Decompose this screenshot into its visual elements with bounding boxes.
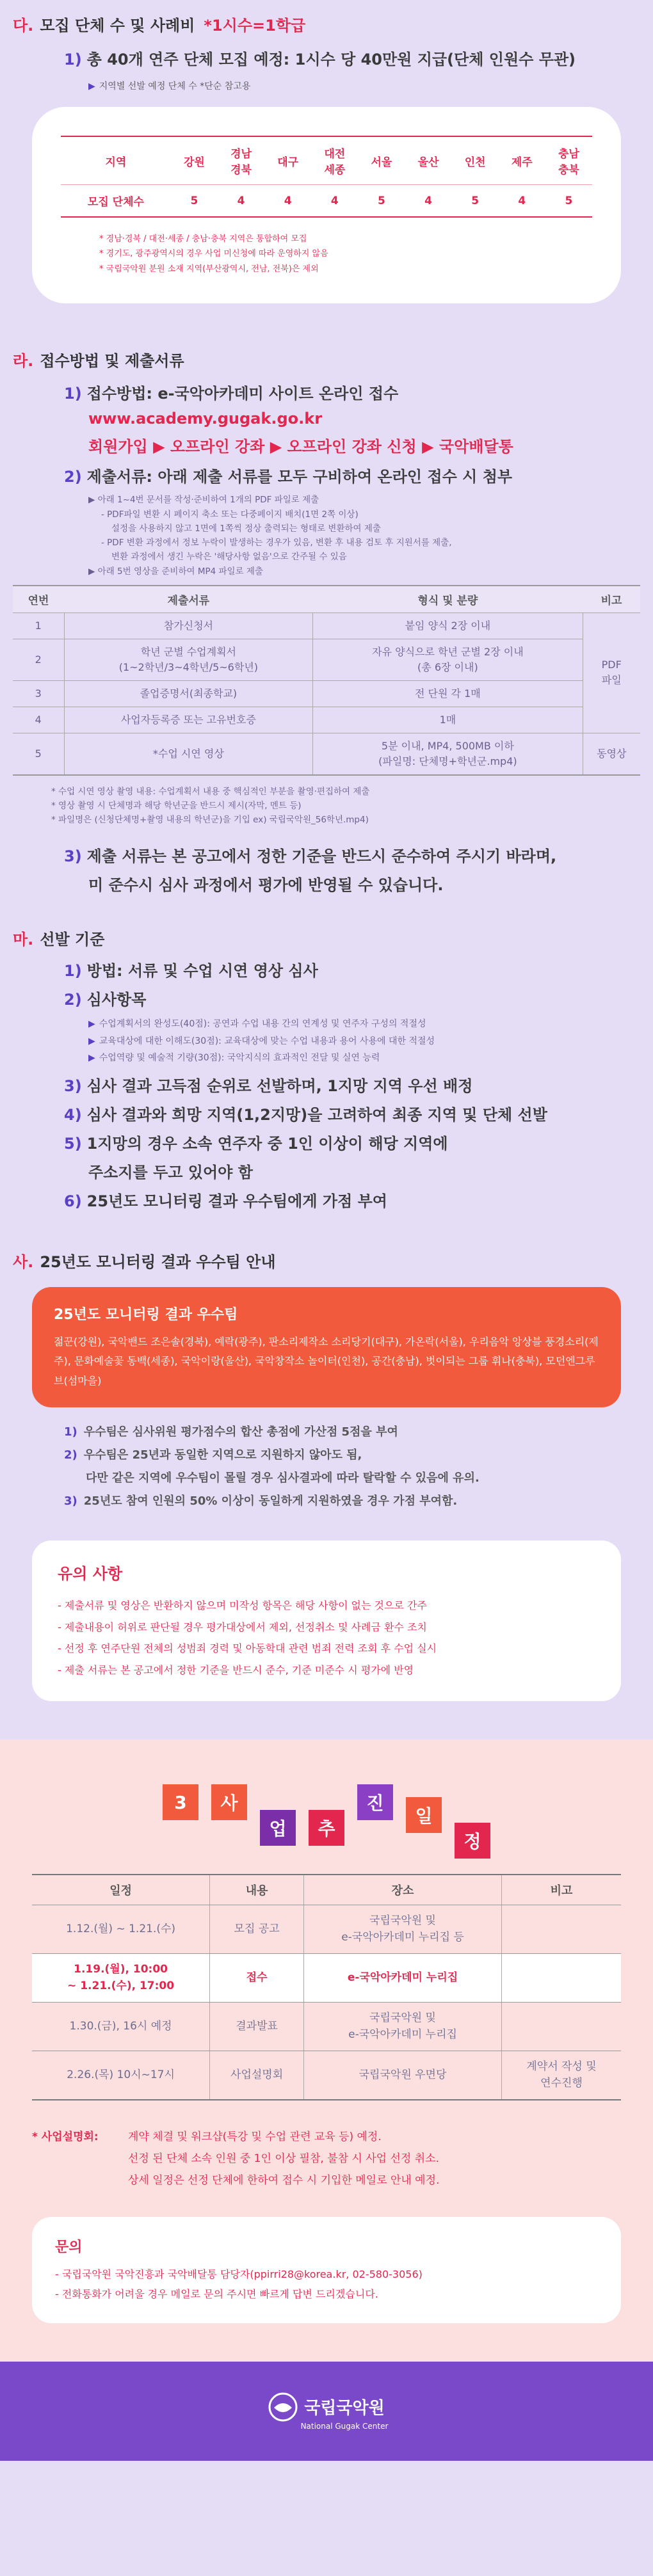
notice-lines bbox=[58, 1595, 595, 1681]
arrow-icon: ▶ bbox=[88, 81, 95, 92]
region-name: 제주 bbox=[499, 136, 545, 185]
schedule-place: 국립국악원 및 e-국악아카데미 누리집 등 bbox=[304, 1905, 502, 1954]
region-name: 강원 bbox=[171, 136, 218, 185]
item-number: 3) bbox=[64, 1076, 82, 1095]
item-text: 우수팀은 심사위원 평가점수의 합산 총점에 가산점 5점을 부여 bbox=[83, 1425, 398, 1439]
item-text: 심사 결과 고득점 순위로 선발하며, 1지망 지역 우선 배정 bbox=[86, 1076, 473, 1095]
region-name: 충남 충북 bbox=[545, 136, 592, 185]
region-note: * 경기도, 광주광역시의 경우 사업 미신청에 따라 운영하지 않음 bbox=[99, 249, 328, 259]
criteria-text: 수업역량 및 예술적 기량(30점): 국악지식의 효과적인 전달 및 실연 능력 bbox=[99, 1053, 380, 1064]
submission-note: - PDF 변환 과정에서 정보 누락이 발생하는 경우가 있음, 변환 후 내용 검토 후 지원서를 제출, bbox=[101, 538, 452, 548]
logo-text-ko: 국립국악원 bbox=[304, 2399, 385, 2419]
item-text: 주소지를 두고 있어야 함 bbox=[88, 1163, 253, 1181]
section-heading bbox=[13, 1249, 640, 1272]
memo-lines bbox=[128, 2126, 439, 2191]
criteria-text: 수업계획서의 완성도(40점): 공연과 수업 내용 간의 연계성 및 연주자 구성의 적절성 bbox=[99, 1019, 426, 1030]
schedule-header: 장소 bbox=[304, 1875, 502, 1905]
region-count: 4 bbox=[218, 185, 264, 218]
docs-row bbox=[13, 707, 640, 733]
schedule-title-tiles bbox=[0, 1784, 653, 1868]
schedule-content: 접수 bbox=[210, 1954, 304, 2003]
docs-name: 참가신청서 bbox=[64, 612, 313, 639]
documents-notes bbox=[51, 785, 640, 828]
title-tile: 진 bbox=[357, 1784, 393, 1820]
memo-line: 상세 일정은 선정 단체에 한하여 접수 시 기입한 메일로 안내 예정. bbox=[128, 2174, 440, 2188]
schedule-row bbox=[32, 1954, 621, 2003]
item-text: 1지망의 경우 소속 연주자 중 1인 이상이 해당 지역에 bbox=[86, 1134, 448, 1153]
docs-no: 2 bbox=[13, 639, 64, 680]
item-number: 3) bbox=[64, 1494, 77, 1508]
section-title: 25년도 모니터링 결과 우수팀 안내 bbox=[40, 1252, 276, 1271]
title-tile: 사 bbox=[211, 1784, 247, 1820]
region-row-label: 모집 단체수 bbox=[61, 185, 171, 218]
item-text: 접수방법: e-국악아카데미 사이트 온라인 접수 bbox=[86, 385, 399, 403]
item-1 bbox=[64, 381, 640, 403]
docs-format: 전 단원 각 1매 bbox=[313, 680, 583, 707]
schedule-header: 일정 bbox=[32, 1875, 210, 1905]
schedule-note: 계약서 작성 및 연수진행 bbox=[502, 2051, 621, 2100]
list-item bbox=[64, 958, 640, 980]
region-count: 4 bbox=[264, 185, 311, 218]
docs-row bbox=[13, 612, 640, 639]
region-name: 인천 bbox=[452, 136, 499, 185]
contact-line: - 전화통화가 어려울 경우 메일로 문의 주시면 빠르게 답변 드리겠습니다. bbox=[55, 2287, 378, 2300]
schedule-note bbox=[502, 1954, 621, 2003]
schedule-content: 모집 공고 bbox=[210, 1905, 304, 1954]
region-name: 경남 경북 bbox=[218, 136, 264, 185]
schedule-content: 결과발표 bbox=[210, 2003, 304, 2051]
docs-header: 형식 및 분량 bbox=[313, 586, 583, 613]
item-1 bbox=[64, 47, 640, 69]
region-count: 5 bbox=[452, 185, 499, 218]
section-number: 사. bbox=[13, 1252, 34, 1271]
section-number: 다. bbox=[13, 17, 34, 35]
schedule-table bbox=[32, 1874, 621, 2100]
list-item bbox=[64, 1102, 640, 1124]
list-item bbox=[64, 1446, 653, 1462]
schedule-row bbox=[32, 2051, 621, 2100]
title-tile: 3 bbox=[163, 1784, 198, 1820]
item-text: 25년도 모니터링 결과 우수팀에게 가점 부여 bbox=[86, 1192, 387, 1210]
submission-note: ▶ 아래 1~4번 문서를 작성·준비하여 1개의 PDF 파일로 제출 bbox=[88, 495, 319, 506]
docs-note: * 영상 촬영 시 단체명과 해당 학년군을 반드시 제시(자막, 멘트 등) bbox=[51, 801, 302, 812]
contact-line: - 국립국악원 국악진흥과 국악배달통 담당자(ppirri28@korea.kr, 02-580-3056) bbox=[55, 2268, 423, 2281]
item-number: 1) bbox=[64, 1425, 77, 1439]
title-tile: 일 bbox=[406, 1797, 442, 1833]
docs-name: 학년 군별 수업계획서 (1~2학년/3~4학년/5~6학년) bbox=[64, 639, 313, 680]
top-teams-box bbox=[32, 1287, 621, 1407]
notice-title: 유의 사항 bbox=[58, 1565, 123, 1583]
region-card bbox=[32, 107, 621, 303]
logo-text-en: National Gugak Center bbox=[300, 2421, 389, 2431]
footer bbox=[0, 2362, 653, 2461]
schedule-memo bbox=[32, 2126, 621, 2191]
item-number: 1) bbox=[64, 51, 82, 68]
schedule-place: 국립국악원 및 e-국악아카데미 누리집 bbox=[304, 2003, 502, 2051]
title-tile: 업 bbox=[260, 1810, 296, 1846]
item-number: 2) bbox=[64, 1448, 77, 1462]
notice-line: - 제출내용이 허위로 판단될 경우 평가대상에서 제외, 선정취소 및 사례금 환수 조치 bbox=[58, 1620, 427, 1633]
item-number: 4) bbox=[64, 1105, 82, 1124]
top-teams-list: 젊꾼(강원), 국악밴드 조은솔(경북), 예락(광주), 판소리제작소 소리당기(대구), 가온락(서울), 우리음악 앙상블 풍경소리(제주), 문화예술꽃 동백(세종), 국악이랑(울산), 국악창작소 놀이터(인천), 공간(충남), 벗이되는 그룹 휘나(충북), 모던엔그루브(섬마을) bbox=[54, 1335, 599, 1387]
item-number: 3) bbox=[64, 847, 82, 865]
section-number: 마. bbox=[13, 931, 34, 949]
region-count: 5 bbox=[545, 185, 592, 218]
region-count: 5 bbox=[171, 185, 218, 218]
docs-row bbox=[13, 639, 640, 680]
criteria-items-2 bbox=[64, 1073, 640, 1211]
schedule-date: 1.19.(월), 10:00 ~ 1.21.(수), 17:00 bbox=[32, 1954, 210, 2003]
docs-note-video: 동영상 bbox=[583, 733, 640, 775]
section-notice bbox=[0, 1540, 653, 1740]
item-number: 2) bbox=[64, 991, 82, 1009]
footer-logo bbox=[265, 2392, 389, 2431]
criteria-item bbox=[88, 1033, 640, 1050]
item-text: 25년도 참여 인원의 50% 이상이 동일하게 지원하였을 경우 가점 부여함. bbox=[83, 1494, 458, 1508]
region-name: 울산 bbox=[405, 136, 451, 185]
submission-note: 설정을 사용하지 않고 1면에 1쪽씩 정상 출력되는 형태로 변환하여 제출 bbox=[111, 523, 381, 534]
docs-note: * 파일명은 (신청단체명+촬영 내용의 학년군)을 기입 ex) 국립국악원_56학년.mp4) bbox=[51, 815, 369, 826]
region-notes bbox=[99, 232, 592, 276]
region-name: 서울 bbox=[358, 136, 405, 185]
region-note: * 경남·경북 / 대전·세종 / 충남·충북 지역은 통합하여 모집 bbox=[99, 234, 307, 244]
list-item bbox=[64, 1423, 653, 1439]
item-3-cont: 미 준수시 심사 과정에서 평가에 반영될 수 있습니다. bbox=[88, 876, 444, 895]
docs-name: *수업 시연 영상 bbox=[64, 733, 313, 775]
schedule-note bbox=[502, 2003, 621, 2051]
region-count: 5 bbox=[358, 185, 405, 218]
section-top-teams bbox=[0, 1236, 653, 1540]
schedule-header: 비고 bbox=[502, 1875, 621, 1905]
section-recruit-count bbox=[0, 0, 653, 323]
section-heading bbox=[13, 13, 640, 35]
docs-row bbox=[13, 680, 640, 707]
logo-icon bbox=[268, 2392, 298, 2422]
section-title: 모집 단체 수 및 사례비 bbox=[40, 17, 195, 35]
schedule-row bbox=[32, 2003, 621, 2051]
item-text: 심사항목 bbox=[86, 991, 147, 1009]
arrow-icon: ▶ bbox=[88, 1036, 95, 1046]
schedule-date: 1.30.(금), 16시 예정 bbox=[32, 2003, 210, 2051]
docs-format: 자유 양식으로 학년 군별 2장 이내 (총 6장 이내) bbox=[313, 639, 583, 680]
item-2 bbox=[64, 464, 640, 486]
memo-line: 선정 된 단체 소속 인원 중 1인 이상 필참, 불참 시 사업 선정 취소. bbox=[128, 2152, 440, 2166]
docs-header: 연번 bbox=[13, 586, 64, 613]
region-table bbox=[61, 136, 592, 218]
submission-note: ▶ 아래 5번 영상을 준비하여 MP4 파일로 제출 bbox=[88, 566, 264, 577]
section-heading bbox=[13, 927, 640, 949]
list-item bbox=[64, 1073, 640, 1096]
title-tile: 정 bbox=[455, 1823, 490, 1859]
schedule-date: 2.26.(목) 10시~17시 bbox=[32, 2051, 210, 2100]
section-criteria bbox=[0, 914, 653, 1236]
title-tile: 추 bbox=[309, 1810, 344, 1846]
region-header-label: 지역 bbox=[61, 136, 171, 185]
notice-line: - 선정 후 연주단원 전체의 성범죄 경력 및 아동학대 관련 범죄 전력 조회 후 수업 실시 bbox=[58, 1642, 437, 1655]
contact-box bbox=[32, 2217, 621, 2323]
item-number: 2) bbox=[64, 468, 82, 486]
memo-label: * 사업설명회: bbox=[32, 2131, 99, 2144]
schedule-row bbox=[32, 1905, 621, 1954]
list-item bbox=[64, 1188, 640, 1211]
docs-format: 5분 이내, MP4, 500MB 이하 (파일명: 단체명+학년군.mp4) bbox=[313, 733, 583, 775]
region-count: 4 bbox=[405, 185, 451, 218]
docs-name: 사업자등록증 또는 고유번호증 bbox=[64, 707, 313, 733]
submission-notes bbox=[88, 493, 640, 579]
item-text: 제출서류: 아래 제출 서류를 모두 구비하여 온라인 접수 시 첨부 bbox=[86, 468, 513, 486]
section-application bbox=[0, 323, 653, 914]
list-item bbox=[88, 1160, 640, 1182]
item-number: 6) bbox=[64, 1192, 82, 1210]
schedule-header: 내용 bbox=[210, 1875, 304, 1905]
criteria-items bbox=[64, 958, 640, 1009]
item-note-text: 지역별 선발 예정 단체 수 *단순 참고용 bbox=[99, 81, 251, 92]
top-teams-items bbox=[64, 1423, 653, 1508]
criteria-text: 교육대상에 대한 이해도(30점): 교육대상에 맞는 수업 내용과 용어 사용에 대한 적절성 bbox=[99, 1036, 435, 1046]
section-number: 라. bbox=[13, 352, 34, 371]
region-count: 4 bbox=[311, 185, 358, 218]
item-text: 심사 결과와 희망 지역(1,2지망)을 고려하여 최종 지역 및 단체 선발 bbox=[86, 1105, 547, 1124]
notice-line: - 제출서류 및 영상은 반환하지 않으며 미작성 항목은 해당 사항이 없는 것으로 간주 bbox=[58, 1599, 427, 1612]
section-title: 선발 기준 bbox=[40, 931, 105, 949]
list-item bbox=[86, 1469, 653, 1485]
docs-no: 1 bbox=[13, 612, 64, 639]
docs-note: * 수업 시연 영상 촬영 내용: 수업계획서 내용 중 핵심적인 부분을 촬영·편집하여 제출 bbox=[51, 786, 370, 797]
documents-table bbox=[13, 585, 640, 776]
docs-name: 졸업증명서(최종학교) bbox=[64, 680, 313, 707]
item-text: 우수팀은 25년과 동일한 지역으로 지원하지 않아도 됨, bbox=[83, 1448, 362, 1462]
notice-box bbox=[32, 1540, 621, 1701]
docs-no: 3 bbox=[13, 680, 64, 707]
list-item bbox=[64, 987, 640, 1009]
docs-row bbox=[13, 733, 640, 775]
academy-link[interactable]: www.academy.gugak.go.kr bbox=[88, 410, 323, 428]
schedule-content: 사업설명회 bbox=[210, 2051, 304, 2100]
top-teams-title: 25년도 모니터링 결과 우수팀 bbox=[54, 1306, 238, 1323]
submission-note: - PDF파일 변환 시 페이지 축소 또는 다중페이지 배치(1면 2쪽 이상) bbox=[101, 509, 359, 520]
arrow-icon: ▶ bbox=[88, 1019, 95, 1030]
schedule-place: e-국악아카데미 누리집 bbox=[304, 1954, 502, 2003]
region-note: * 국립국악원 분원 소재 지역(부산광역시, 전남, 전북)은 제외 bbox=[99, 264, 319, 274]
contact-lines bbox=[55, 2265, 598, 2304]
region-count: 4 bbox=[499, 185, 545, 218]
docs-note-pdf: PDF 파일 bbox=[583, 612, 640, 733]
schedule-date: 1.12.(월) ~ 1.21.(수) bbox=[32, 1905, 210, 1954]
arrow-icon: ▶ bbox=[88, 1053, 95, 1064]
item-number: 1) bbox=[64, 385, 82, 403]
contact-title: 문의 bbox=[55, 2239, 83, 2256]
application-flow: 회원가입 ▶ 오프라인 강좌 ▶ 오프라인 강좌 신청 ▶ 국악배달통 bbox=[88, 438, 513, 456]
criteria-list bbox=[88, 1016, 640, 1067]
item-note bbox=[88, 79, 640, 94]
schedule-note bbox=[502, 1905, 621, 1954]
item-number: 1) bbox=[64, 962, 82, 980]
item-number: 5) bbox=[64, 1134, 82, 1153]
docs-no: 5 bbox=[13, 733, 64, 775]
docs-format: 1매 bbox=[313, 707, 583, 733]
region-name: 대구 bbox=[264, 136, 311, 185]
item-text: 방법: 서류 및 수업 시연 영상 심사 bbox=[86, 962, 318, 980]
notice-line: - 제출 서류는 본 공고에서 정한 기준을 반드시 준수, 기준 미준수 시 평가에 반영 bbox=[58, 1663, 414, 1676]
section-heading bbox=[13, 348, 640, 371]
docs-header: 제출서류 bbox=[64, 586, 313, 613]
criteria-item bbox=[88, 1016, 640, 1033]
docs-header: 비고 bbox=[583, 586, 640, 613]
section-title: 접수방법 및 제출서류 bbox=[40, 352, 184, 371]
item-text: 제출 서류는 본 공고에서 정한 기준을 반드시 준수하여 주시기 바라며, bbox=[86, 847, 557, 865]
docs-format: 붙임 양식 2장 이내 bbox=[313, 612, 583, 639]
list-item bbox=[64, 1492, 653, 1508]
list-item bbox=[64, 1131, 640, 1153]
submission-note: 변환 과정에서 생긴 누락은 '해당사항 없음'으로 간주될 수 있음 bbox=[111, 552, 347, 563]
section-schedule bbox=[0, 1740, 653, 2362]
criteria-item bbox=[88, 1050, 640, 1067]
item-text: 다만 같은 지역에 우수팀이 몰릴 경우 심사결과에 따라 탈락할 수 있음에 유의. bbox=[86, 1471, 480, 1485]
region-name: 대전 세종 bbox=[311, 136, 358, 185]
item-3 bbox=[64, 844, 640, 868]
memo-line: 계약 체결 및 워크샵(특강 및 수업 관련 교육 등) 예정. bbox=[128, 2131, 382, 2144]
section-note: *1시수=1학급 bbox=[204, 17, 306, 35]
docs-no: 4 bbox=[13, 707, 64, 733]
schedule-place: 국립국악원 우면당 bbox=[304, 2051, 502, 2100]
item-text: 총 40개 연주 단체 모집 예정: 1시수 당 40만원 지급(단체 인원수 무관) bbox=[86, 51, 576, 68]
